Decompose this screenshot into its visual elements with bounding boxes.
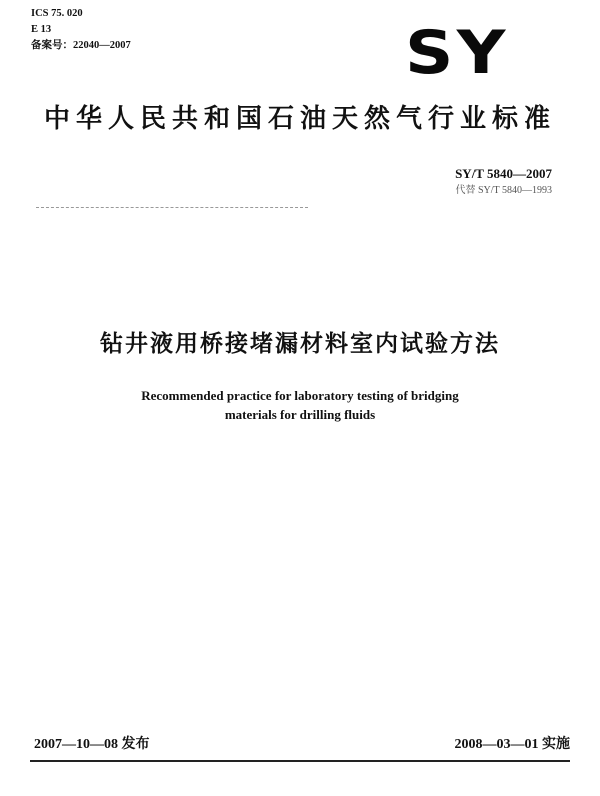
issue-date: 2007—10—08 发布: [34, 737, 150, 752]
sy-logo: SY: [405, 18, 509, 88]
standard-number: SY/T 5840—2007: [455, 166, 552, 181]
record-number: 备案号：22040—2007: [31, 40, 131, 51]
bottom-divider: [30, 760, 570, 762]
ics-code: ICS 75. 020: [31, 8, 83, 19]
divider: [36, 207, 308, 208]
title-en-line-2: materials for drilling fluids: [224, 407, 376, 422]
document-title-zh: 钻井液用桥接堵漏材料室内试验方法: [100, 331, 500, 357]
organization-title: 中华人民共和国石油天然气行业标准: [43, 104, 556, 134]
category-code: E 13: [31, 24, 52, 35]
document-title-en: [80, 386, 520, 424]
implementation-date: 2008—03—01 实施: [454, 737, 570, 752]
title-en-line-1: Recommended practice for laboratory testing of bridging: [141, 388, 459, 403]
replaces-standard: 代替 SY/T 5840—1993: [455, 185, 552, 196]
